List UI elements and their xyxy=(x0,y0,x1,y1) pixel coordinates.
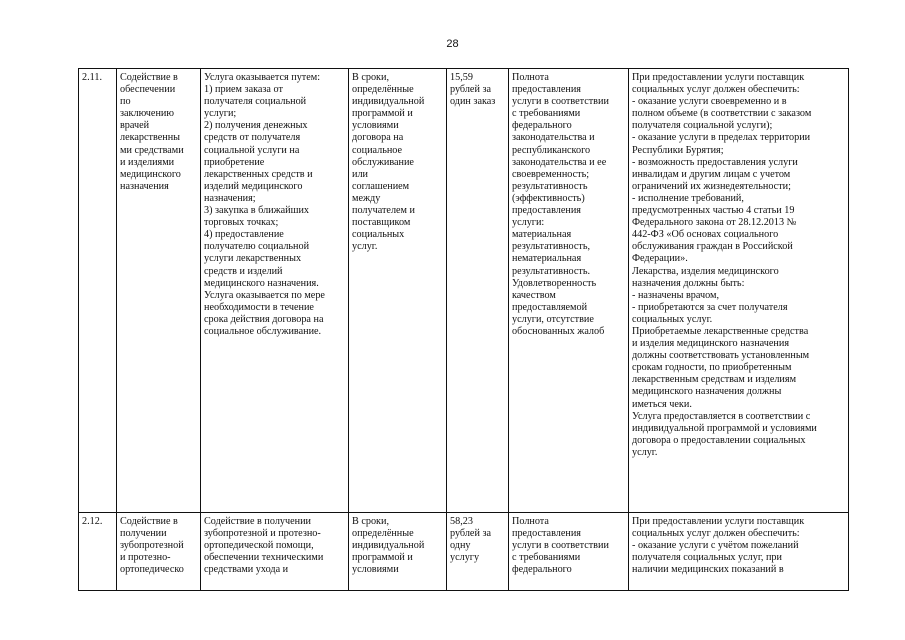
service-conditions-cell xyxy=(629,69,849,513)
service-conditions: При предоставлении услуги поставщик социальных услуг должен обеспечить: - оказание услуги с учётом пожеланий получателя социальных услуг, при наличии медицинских показаний в xyxy=(632,516,805,576)
service-quality-cell xyxy=(509,513,629,591)
service-quality: Полнота предоставления услуги в соответствии с требованиями федерального xyxy=(512,516,609,576)
service-tariff-cell xyxy=(447,69,509,513)
service-name-cell xyxy=(117,513,201,591)
service-terms: В сроки, определённые индивидуальной программой и условиями xyxy=(352,516,425,576)
service-terms-cell xyxy=(349,69,447,513)
table-row xyxy=(79,69,849,513)
service-name: Содействие в обеспечении по заключению врачей лекарственны ми средствами и изделиями медицинского назначения xyxy=(120,72,184,192)
service-conditions-cell xyxy=(629,513,849,591)
service-description: Услуга оказывается путем: 1) прием заказа от получателя социальной услуги; 2) получения денежных средств от получателя социальной услуги на приобретение лекарственных средств и изделий медицинского назначения; 3) закупка в ближайших торговых точках; 4) предоставление получателю социальной услуги лекарственных средств и изделий медицинского назначения. Услуга оказывается по мере необходимости в течение срока действия договора на социальное обслуживание. xyxy=(204,72,325,337)
service-tariff: 15,59 рублей за один заказ xyxy=(450,72,496,108)
table-row xyxy=(79,513,849,591)
service-number: 2.11. xyxy=(82,72,102,83)
service-terms: В сроки, определённые индивидуальной программой и условиями договора на социальное обслуживание или соглашением между получателем и поставщиком социальных услуг. xyxy=(352,72,425,253)
service-description-cell xyxy=(201,513,349,591)
service-number-cell xyxy=(79,69,117,513)
service-quality-cell xyxy=(509,69,629,513)
page-number: 28 xyxy=(446,38,459,50)
service-number-cell xyxy=(79,513,117,591)
service-name: Содействие в получении зубопротезной и протезно- ортопедическо xyxy=(120,516,184,576)
service-number: 2.12. xyxy=(82,516,103,527)
service-quality: Полнота предоставления услуги в соответствии с требованиями федерального законодательства и республиканского законодательства и ее своевременность; результативность (эффективность) предоставления услуги: материальная результативность, нематериальная результативность. Удовлетворенность качеством предоставляемой услуги, отсутствие обоснованных жалоб xyxy=(512,72,609,337)
service-terms-cell xyxy=(349,513,447,591)
service-description-cell xyxy=(201,69,349,513)
service-tariff: 58,23 рублей за одну услугу xyxy=(450,516,491,564)
services-table xyxy=(78,68,849,591)
service-conditions: При предоставлении услуги поставщик социальных услуг должен обеспечить: - оказание услуги своевременно и в полном объеме (в соответствии с заказом получателя социальной услуги); - оказание услуги в пределах территории Республики Бурятия; - возможность предоставления услуги инвалидам и другим лицам с учетом ограничений их жизнедеятельности; - исполнение требований, предусмотренных частью 4 статьи 19 Федерального закона от 28.12.2013 № 442-ФЗ «Об основах социального обслуживания граждан в Российской Федерации». Лекарства, изделия медицинского назначения должны быть: - назначены врачом, - приобретаются за счет получателя социальных услуг. Приобретаемые лекарственные средства и изделия медицинского назначения должны соответствовать установленным срокам годности, по приобретенным лекарственным средствам и изделиям медицинского назначения должны иметься чеки. Услуга предоставляется в соответствии с индивидуальной программой и условиями договора о предоставлении социальных услуг. xyxy=(632,72,817,458)
service-name-cell xyxy=(117,69,201,513)
service-description: Содействие в получении зубопротезной и протезно- ортопедической помощи, обеспечении техническими средствами ухода и xyxy=(204,516,324,576)
page-bottom-margin xyxy=(0,591,905,640)
service-tariff-cell xyxy=(447,513,509,591)
